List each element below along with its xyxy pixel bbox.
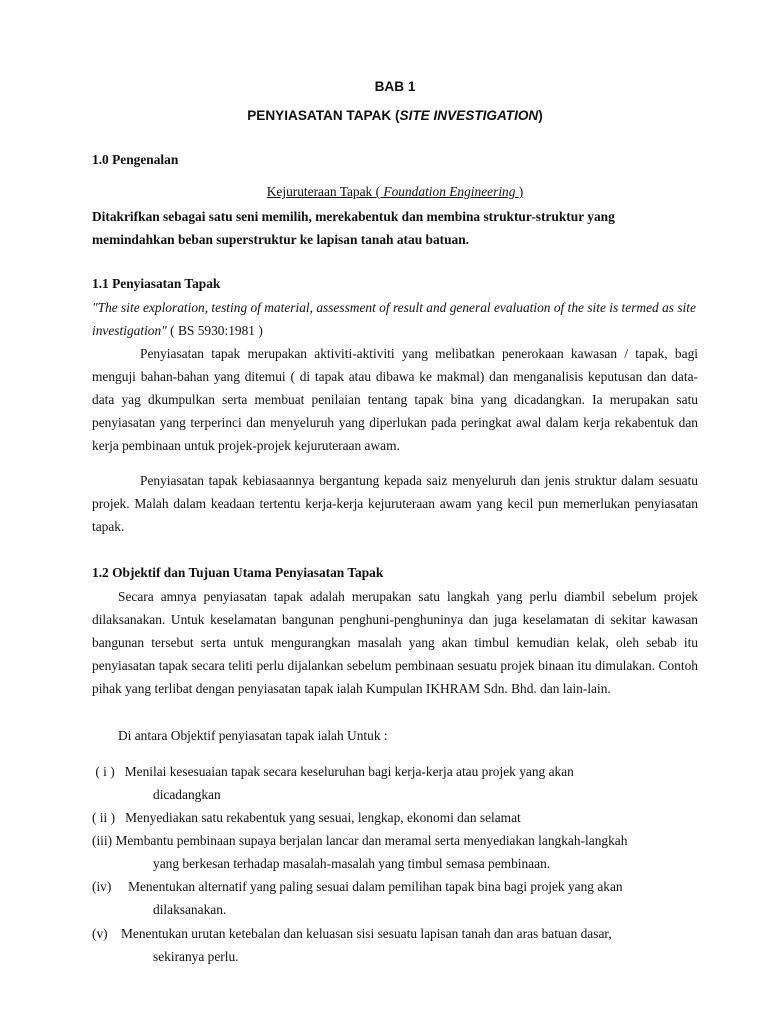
objectives-intro: Di antara Objektif penyiasatan tapak ialah Untuk : (118, 728, 388, 743)
objective-text: Menentukan urutan ketebalan dan keluasan sisi sesuatu lapisan tanah dan aras batuan dasar, (121, 926, 612, 941)
objective-continuation: yang berkesan terhadap masalah-masalah yang timbul semasa pembinaan. (153, 856, 551, 871)
chapter-heading: BAB 1 (374, 79, 416, 94)
site-investigation-quote (92, 296, 698, 342)
definition-prefix: Kejuruteraan Tapak ( (266, 184, 384, 199)
objective-text: Menentukan alternatif yang paling sesuai dalam pemilihan tapak bina bagi projek yang akan (128, 879, 623, 894)
title-close: ) (538, 108, 543, 123)
section-1-1-paragraph-2: Penyiasatan tapak kebiasaannya bergantung kepada saiz menyeluruh dan jenis struktur dalam sesuatu projek. Malah dalam keadaan tertentu kerja-kerja kejuruteraan awam yang kecil pun memerlukan penyiasatan tapak. (92, 473, 698, 534)
definition-text: Ditakrifkan sebagai satu seni memilih, merekabentuk dan membina struktur-struktur yang memindahkan beban superstruktur ke lapisan tanah atau batuan. (92, 209, 615, 247)
objective-item (92, 760, 698, 806)
title-italic: SITE INVESTIGATION (399, 108, 539, 123)
section-1-1-paragraph-1: Penyiasatan tapak merupakan aktiviti-aktiviti yang melibatkan penerokaan kawasan / tapak, bagi menguji bahan-bahan yang ditemui ( di tapak atau dibawa ke makmal) dan menganalisis keputusan dan data-data yag dkumpulkan serta membuat penilaian tentang tapak bina yang dicadangkan. Ia merupakan satu penyiasatan yang terperinci dan menyeluruh yang diperlukan pada peringkat awal dalam kerja rekabentuk dan kerja pembinaan untuk projek-projek kejuruteraan awam. (92, 346, 698, 453)
objective-continuation: dilaksanakan. (153, 902, 227, 917)
definition-italic: Foundation Engineering (383, 184, 516, 199)
title-main: PENYIASATAN TAPAK ( (247, 108, 400, 123)
objective-label: ( ii ) (92, 810, 126, 825)
objective-item (92, 806, 698, 829)
objective-item (92, 829, 698, 875)
objective-item (92, 922, 698, 968)
objective-label: (iii) (92, 833, 116, 848)
objective-label: (iv) (92, 879, 129, 894)
objective-continuation: dicadangkan (153, 787, 221, 802)
definition-suffix: ) (515, 184, 524, 199)
objective-text: Membantu pembinaan supaya berjalan lancar dan meramal serta menyediakan langkah-langkah (115, 833, 628, 848)
objective-text: Menyediakan satu rekabentuk yang sesuai, lengkap, ekonomi dan selamat (125, 810, 521, 825)
objective-item (92, 875, 698, 921)
definition-term (92, 184, 698, 200)
objective-text: Menilai kesesuaian tapak secara keseluruhan bagi kerja-kerja atau projek yang akan (124, 764, 574, 779)
quote-text: "The site exploration, testing of material, assessment of result and general evaluation of the site is termed as site investigation" (92, 300, 696, 338)
chapter-title (92, 108, 698, 123)
quote-citation: ( BS 5930:1981 ) (166, 323, 263, 338)
section-1-2-heading: 1.2 Objektif dan Tujuan Utama Penyiasatan Tapak (92, 565, 384, 580)
objective-continuation: sekiranya perlu. (153, 949, 239, 964)
objective-label: ( i ) (92, 764, 125, 779)
section-1-1-heading: 1.1 Penyiasatan Tapak (92, 276, 221, 291)
objective-label: (v) (92, 926, 122, 941)
section-1-2-paragraph-1: Secara amnya penyiasatan tapak adalah merupakan satu langkah yang perlu diambil sebelum projek dilaksanakan. Untuk keselamatan bangunan penghuni-penghuninya dan juga keselamatan di sekitar kawasan bangunan tersebut serta untuk mengurangkan masalah yang akan timbul kemudian kelak, oleh sebab itu penyiasatan tapak secara teliti perlu dijalankan sebelum pembinaan sesuatu projek binaan itu dimulakan. Contoh pihak yang terlibat dengan penyiasatan tapak ialah Kumpulan IKHRAM Sdn. Bhd. dan lain-lain. (92, 589, 698, 696)
section-1-0-heading: 1.0 Pengenalan (92, 152, 179, 167)
